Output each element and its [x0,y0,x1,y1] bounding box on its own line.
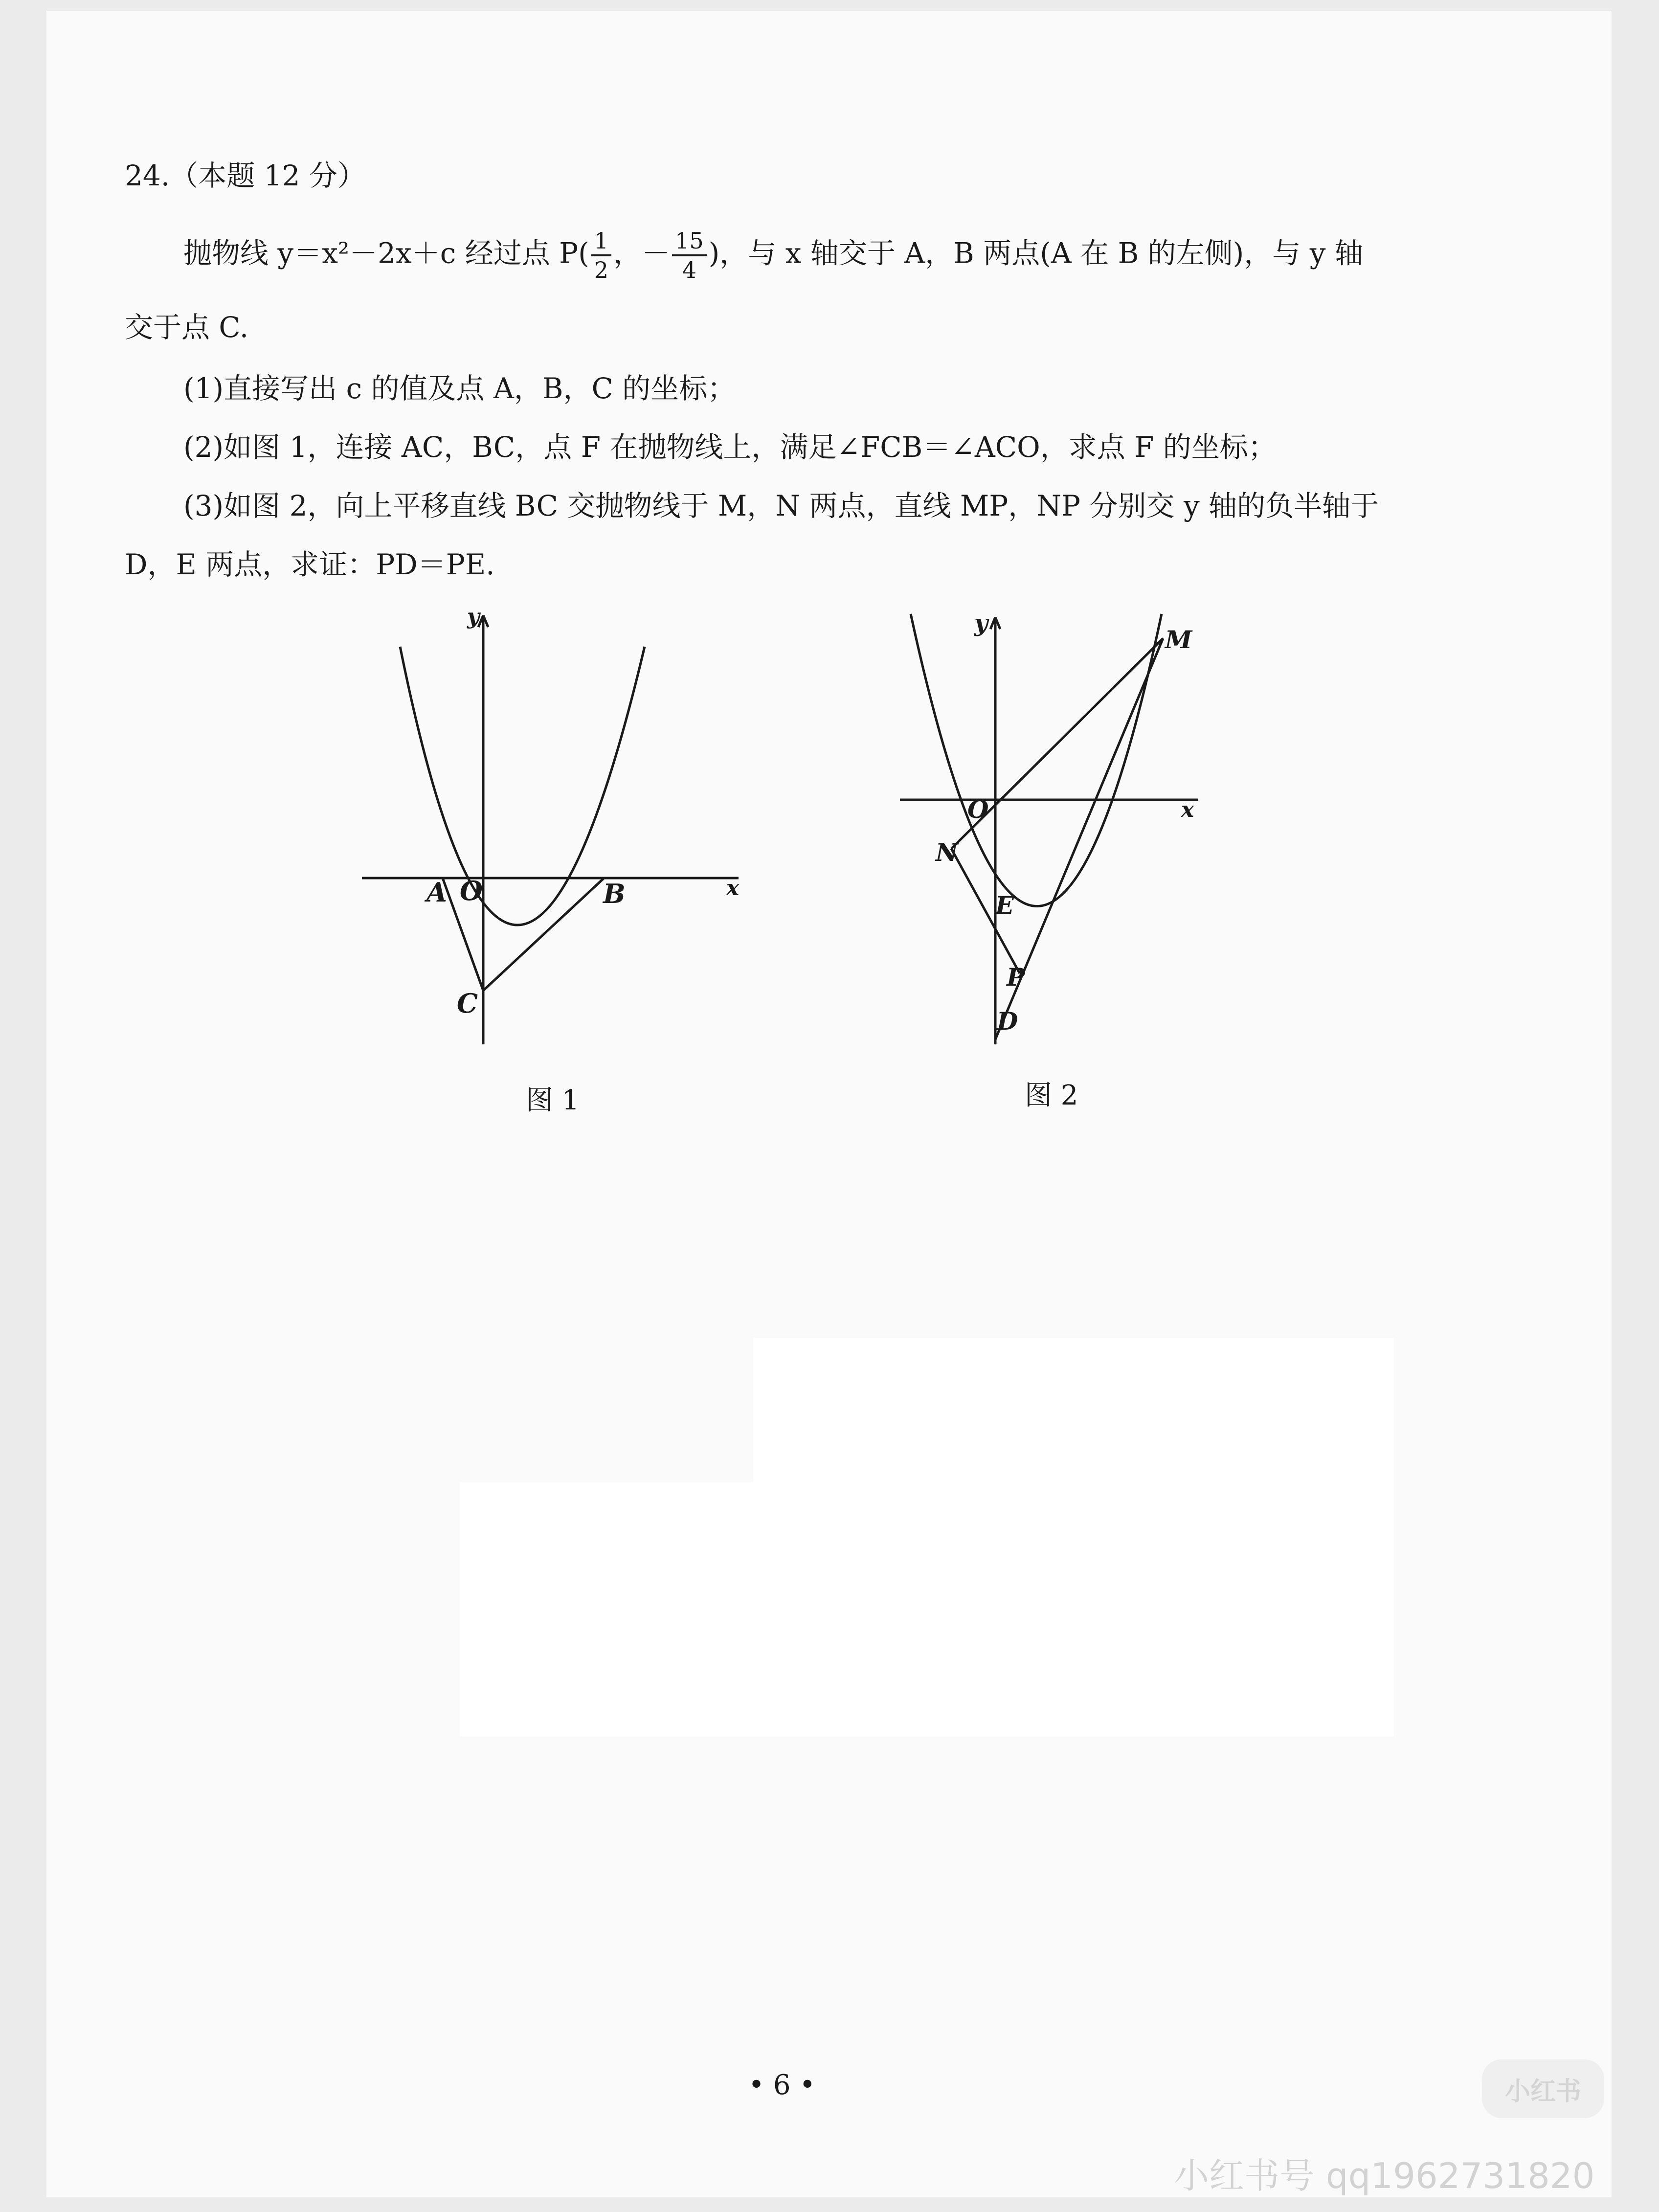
frac1-denominator: 2 [594,257,609,284]
figure-2-diagram [890,604,1233,1054]
fraction-one-half [591,229,611,282]
fig2-label-o: O [967,795,989,824]
fig2-label-d: D [997,1007,1018,1036]
fig1-label-b: B [603,878,626,909]
question-stem-line1 [183,229,1363,282]
fraction-fifteen-quarters [672,229,707,282]
fig1-label-y: y [467,604,480,629]
fig2-label-m: M [1165,625,1192,654]
sub-question-3-line1: (3)如图 2，向上平移直线 BC 交抛物线于 M，N 两点，直线 MP，NP 分别交 y 轴的负半轴于 [183,489,1379,522]
fig2-label-x: x [1181,797,1194,822]
fig1-label-x: x [726,876,740,901]
fig2-label-e: E [995,891,1014,920]
frac2-numerator: 15 [672,229,707,256]
figure-2-caption: 图 2 [1025,1080,1078,1111]
page-number: • 6 • [748,2069,816,2101]
watermark-text: 小红书号 qq1962731820 [1174,2155,1595,2196]
question-stem-line2: 交于点 C. [125,311,249,344]
fig2-label-y: y [974,609,988,637]
sub-question-1: (1)直接写出 c 的值及点 A，B，C 的坐标； [183,372,736,405]
sub-question-2: (2)如图 1，连接 AC，BC，点 F 在抛物线上，满足∠FCB＝∠ACO，求点 F 的坐标； [183,430,1277,464]
fig1-label-a: A [426,877,447,908]
figure-1-diagram [352,599,753,1069]
fig1-label-o: O [460,875,483,906]
exam-page [46,11,1612,2197]
fig1-line-bc [483,878,604,991]
frac-separator: ，－ [613,236,671,270]
blank-block-lower [460,1482,1394,1737]
fig2-label-p: P [1007,963,1025,992]
stem-part1: 抛物线 y＝x²－2x＋c 经过点 P( [183,236,589,270]
question-header: 24.（本题 12 分） [125,159,366,192]
figure-1-caption: 图 1 [526,1084,580,1116]
stem-part2: )，与 x 轴交于 A，B 两点(A 在 B 的左侧)，与 y 轴 [708,236,1363,270]
fig1-label-c: C [457,988,478,1019]
frac1-numerator: 1 [591,229,611,256]
frac2-denominator: 4 [682,257,696,284]
sub-question-3-line2: D，E 两点，求证：PD＝PE. [125,548,495,581]
watermark-logo: 小红书 [1482,2059,1604,2118]
fig2-label-n: N [936,838,958,867]
